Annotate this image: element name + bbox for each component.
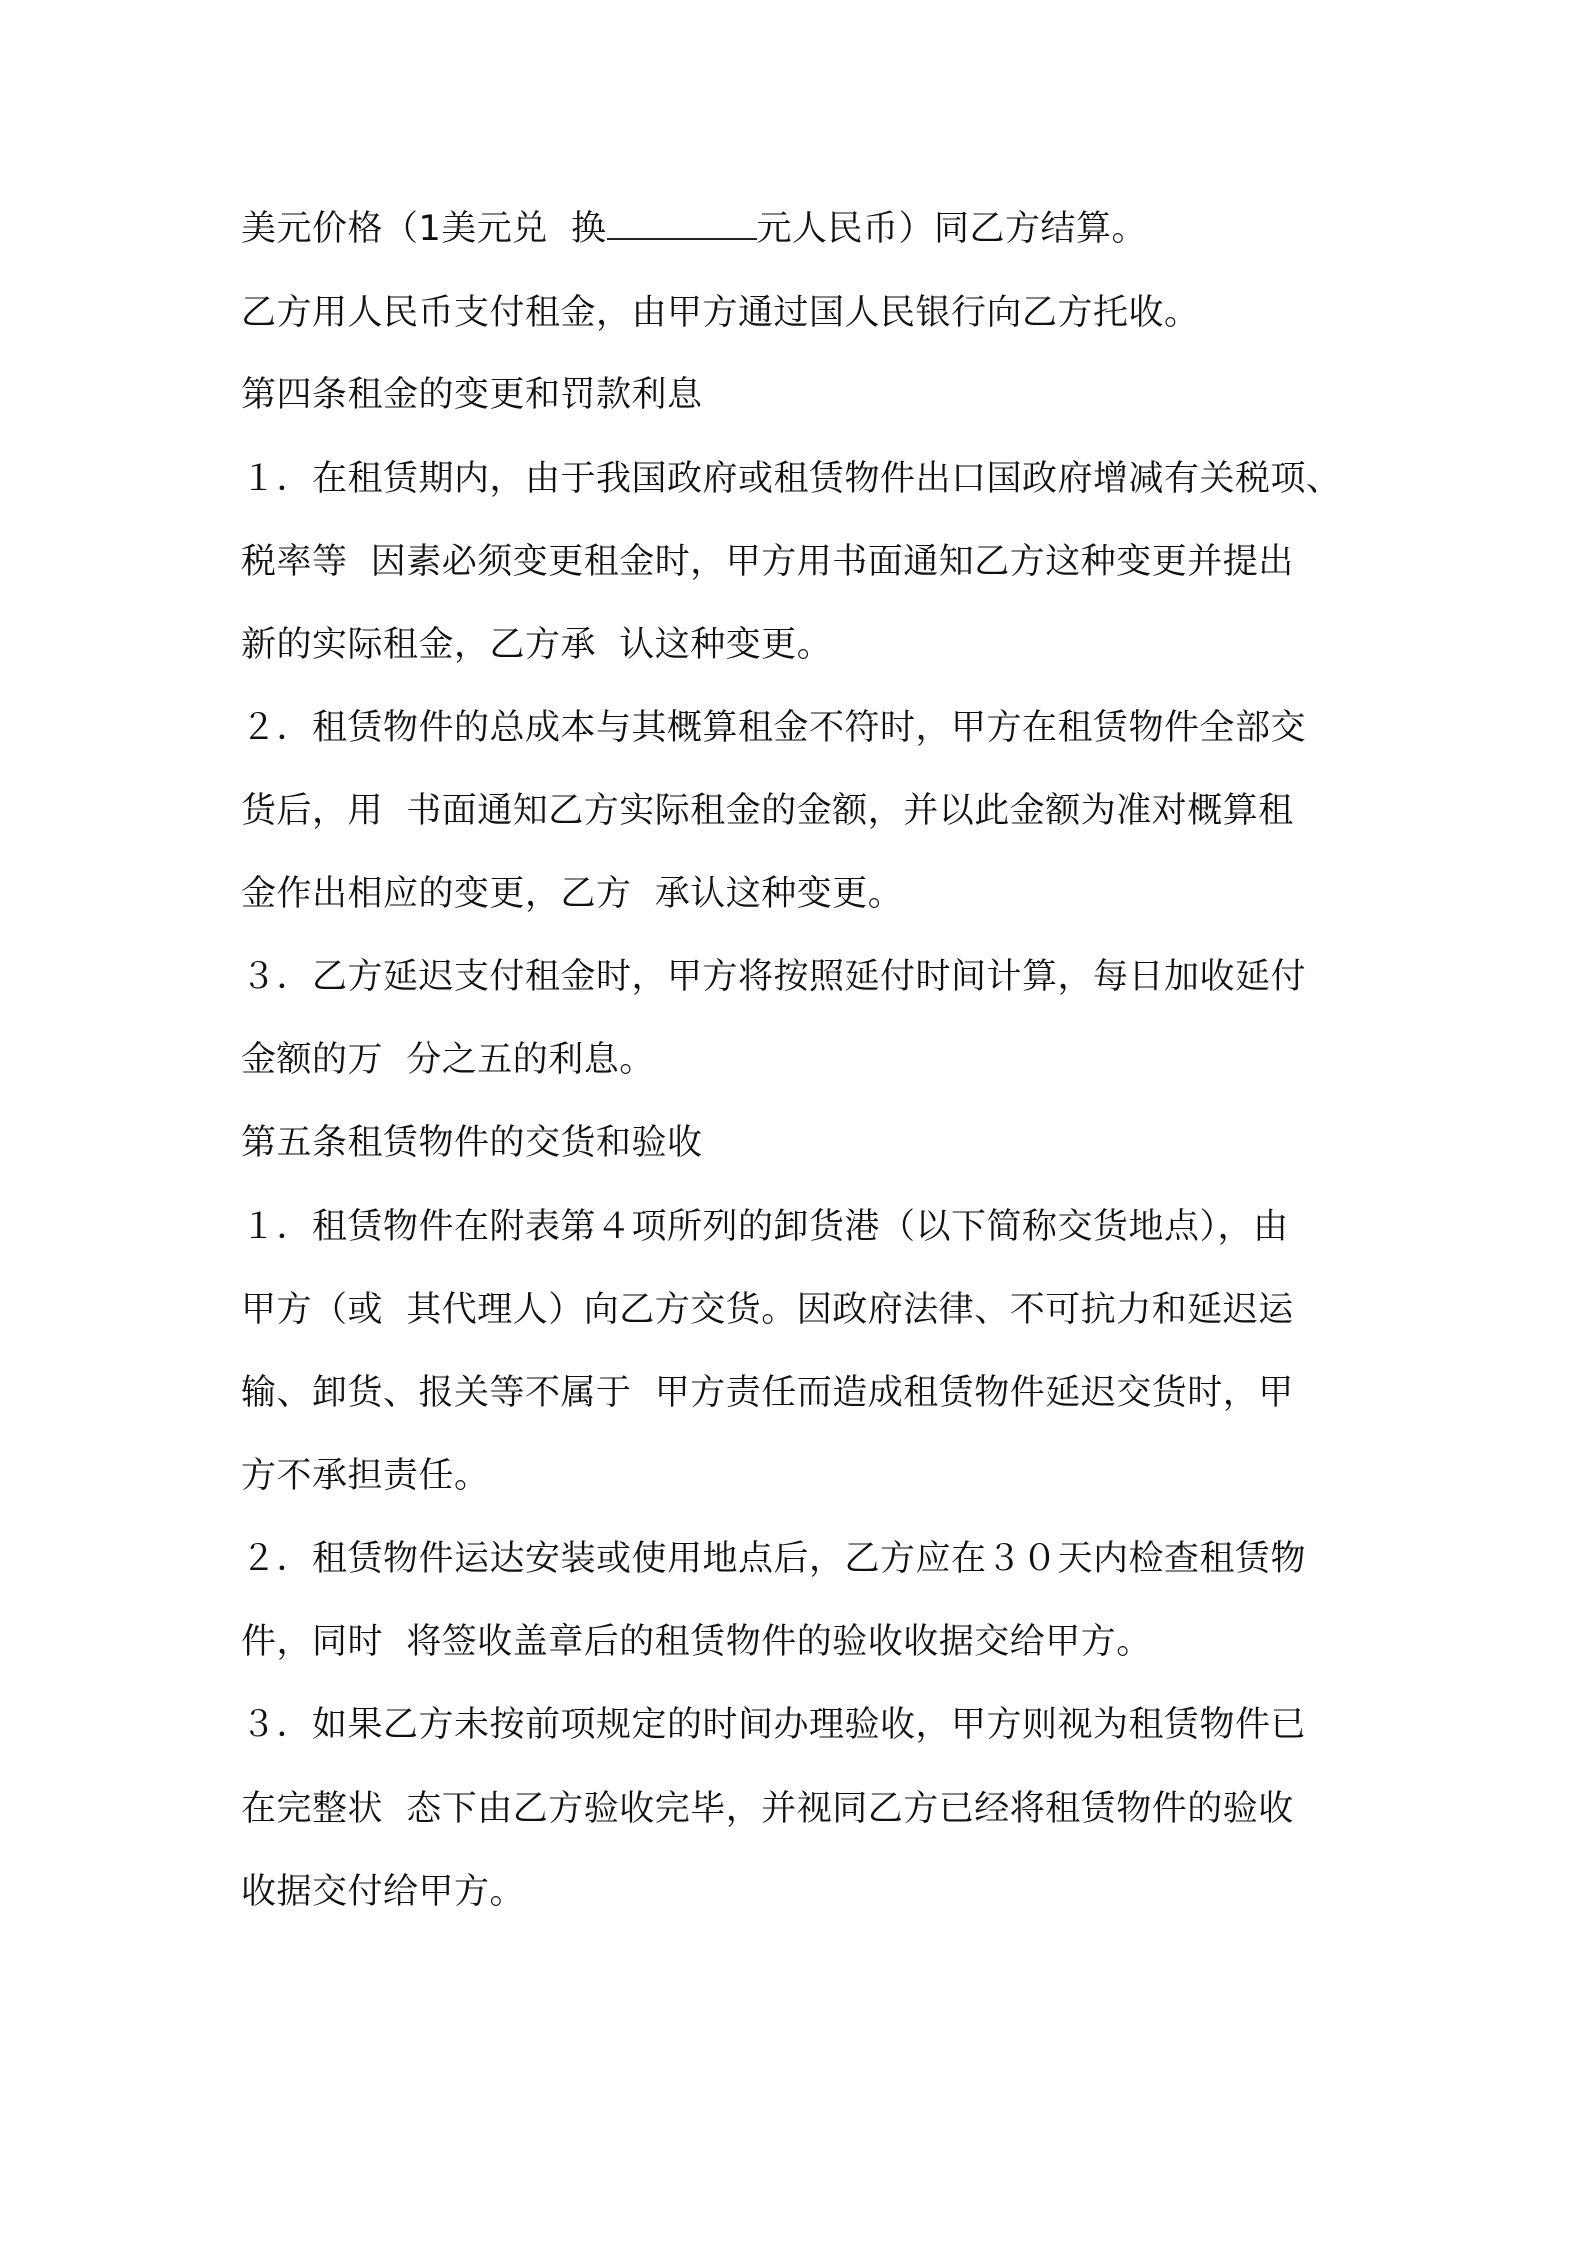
article-five-clause-3-line-1: ３．如果乙方未按前项规定的时间办理验收，甲方则视为租赁物件已 [241,1705,1307,1745]
line-text-after-blank: 元人民币）同乙方结算。 [756,209,1148,249]
line-text: 美元价格（1美元兑 换 [241,209,607,249]
article-four-clause-2-line-1: ２．租赁物件的总成本与其概算租金不符时，甲方在租赁物件全部交 [241,708,1307,748]
article-five-clause-1-line-1: １．租赁物件在附表第４项所列的卸货港（以下简称交货地点），由 [241,1207,1289,1247]
article-four-clause-1-line-3: 新的实际租金，乙方承 认这种变更。 [241,625,833,665]
article-five-clause-1-line-2: 甲方（或 其代理人）向乙方交货。因政府法律、不可抗力和延迟运 [241,1290,1294,1330]
line-payment-method: 乙方用人民币支付租金，由甲方通过国人民银行向乙方托收。 [241,293,1200,333]
article-five-clause-3-line-3: 收据交付给甲方。 [241,1872,526,1912]
article-five-clause-1-line-3: 输、卸货、报关等不属于 甲方责任而造成租赁物件延迟交货时，甲 [241,1373,1294,1413]
fill-in-blank [607,208,757,240]
article-five-clause-1-line-4: 方不承担责任。 [241,1456,490,1496]
article-four-clause-3-line-2: 金额的万 分之五的利息。 [241,1040,655,1080]
article-four-clause-2-line-2: 货后，用 书面通知乙方实际租金的金额，并以此金额为准对概算租 [241,791,1294,831]
line-exchange-rate [241,204,1361,254]
article-four-clause-2-line-3: 金作出相应的变更，乙方 承认这种变更。 [241,874,904,914]
article-five-heading: 第五条租赁物件的交货和验收 [241,1123,703,1163]
article-four-heading: 第四条租金的变更和罚款利息 [241,375,703,415]
article-four-clause-1-line-1: １．在租赁期内，由于我国政府或租赁物件出口国政府增减有关税项、 [241,459,1342,499]
article-five-clause-2-line-2: 件，同时 将签收盖章后的租赁物件的验收收据交给甲方。 [241,1622,1152,1662]
article-four-clause-1-line-2: 税率等 因素必须变更租金时，甲方用书面通知乙方这种变更并提出 [241,542,1294,582]
article-four-clause-3-line-1: ３．乙方延迟支付租金时，甲方将按照延付时间计算，每日加收延付 [241,957,1307,997]
article-five-clause-2-line-1: ２．租赁物件运达安装或使用地点后，乙方应在３０天内检查租赁物 [241,1539,1307,1579]
article-five-clause-3-line-2: 在完整状 态下由乙方验收完毕，并视同乙方已经将租赁物件的验收 [241,1789,1294,1829]
